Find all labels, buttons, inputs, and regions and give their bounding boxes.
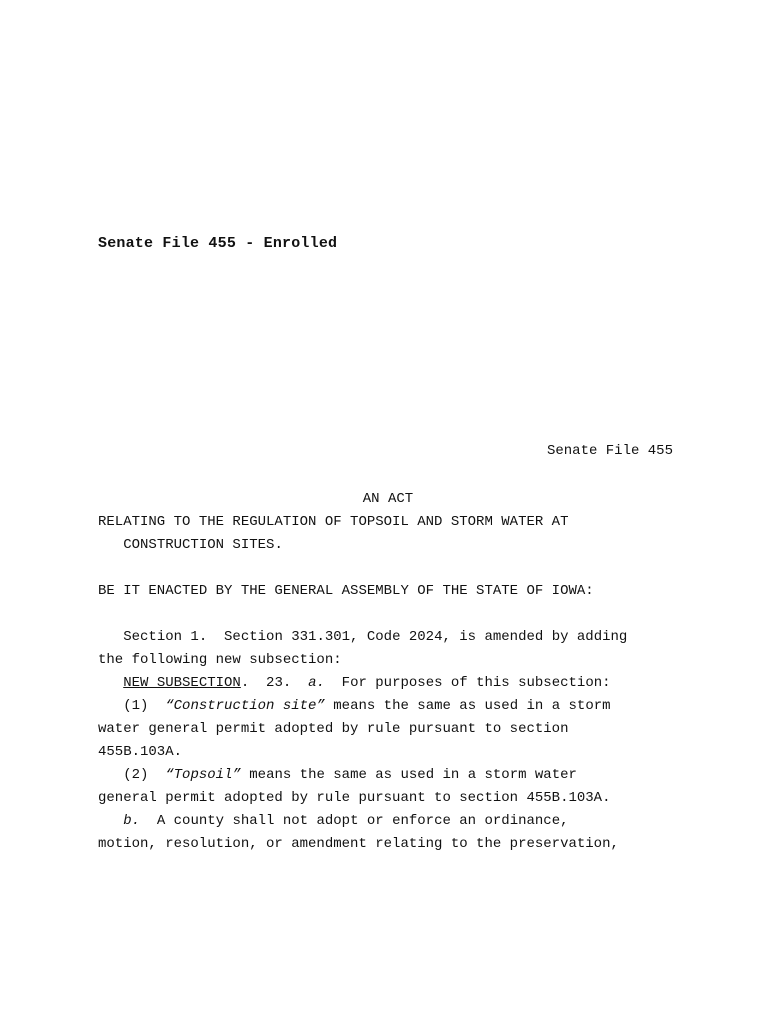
enacting-clause: BE IT ENACTED BY THE GENERAL ASSEMBLY OF THE STATE OF IOWA: bbox=[98, 583, 594, 599]
item-1-number: (1) bbox=[123, 698, 166, 714]
paragraph-b-line-1 bbox=[98, 810, 678, 833]
new-subsection-label: NEW SUBSECTION bbox=[123, 675, 241, 691]
item-1-text: means the same as used in a storm bbox=[324, 698, 611, 714]
item-2-term: “Topsoil” bbox=[165, 767, 241, 783]
paragraph-a-text: For purposes of this subsection: bbox=[324, 675, 611, 691]
act-subject-line-2 bbox=[98, 534, 678, 557]
new-subsection-number: . 23. bbox=[240, 675, 309, 691]
act-subject-line-1: RELATING TO THE REGULATION OF TOPSOIL AND STORM WATER AT bbox=[98, 514, 569, 530]
paragraph-b-line-2: motion, resolution, or amendment relating to the preservation, bbox=[98, 836, 619, 852]
spacer bbox=[98, 557, 678, 580]
item-1-line-2: water general permit adopted by rule pursuant to section bbox=[98, 721, 569, 737]
section-1-line-2: the following new subsection: bbox=[98, 652, 342, 668]
act-heading: AN ACT bbox=[362, 491, 414, 507]
item-2-text: means the same as used in a storm water bbox=[240, 767, 577, 783]
item-2-line-1 bbox=[98, 764, 678, 787]
new-subsection-line bbox=[98, 672, 678, 695]
bill-body bbox=[98, 488, 678, 856]
section-1-line-1-text: Section 1. Section 331.301, Code 2024, is amended by adding bbox=[123, 629, 628, 645]
bill-identifier: Senate File 455 bbox=[546, 443, 673, 459]
item-1-line-3: 455B.103A. bbox=[98, 744, 183, 760]
paragraph-b-label: b. bbox=[123, 813, 141, 829]
item-2-line-2: general permit adopted by rule pursuant to section 455B.103A. bbox=[98, 790, 611, 806]
act-subject-line-2-text: CONSTRUCTION SITES. bbox=[123, 537, 283, 553]
section-1-line-1 bbox=[98, 626, 678, 649]
paragraph-b-text: A county shall not adopt or enforce an ordinance, bbox=[140, 813, 569, 829]
document-title: Senate File 455 - Enrolled bbox=[98, 235, 338, 252]
item-1-term: “Construction site” bbox=[165, 698, 325, 714]
spacer bbox=[98, 603, 678, 626]
item-2-number: (2) bbox=[123, 767, 166, 783]
item-1-line-1 bbox=[98, 695, 678, 718]
paragraph-a-label: a. bbox=[308, 675, 325, 691]
